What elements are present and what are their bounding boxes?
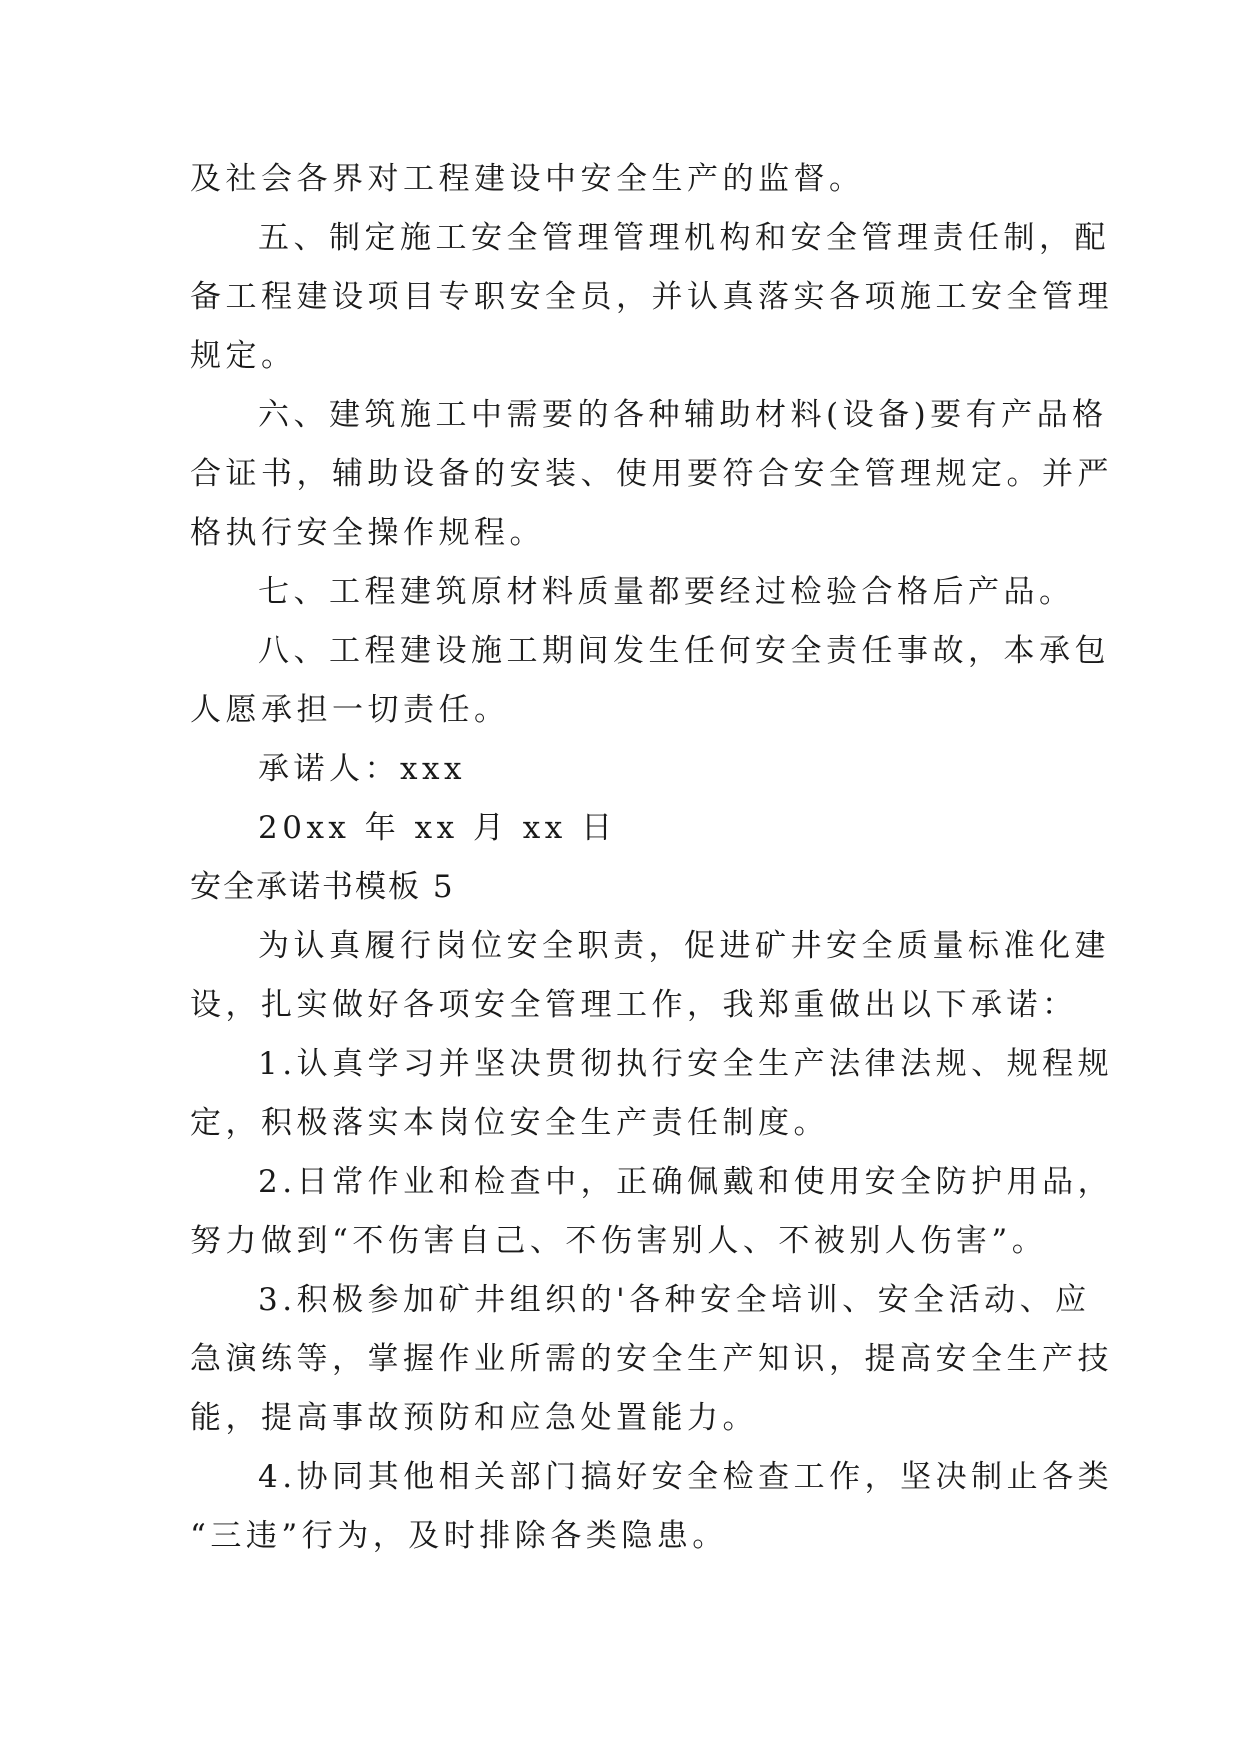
intro-line: 为认真履行岗位安全职责，促进矿井安全质量标准化建 — [258, 928, 1110, 964]
item-two-line: 2.日常作业和检查中，正确佩戴和使用安全防护用品， — [258, 1164, 1114, 1200]
item-three-line: 3.积极参加矿井组织的'各种安全培训、安全活动、应 — [258, 1282, 1091, 1318]
text-line: 备工程建设项目专职安全员，并认真落实各项施工安全管理 — [190, 279, 1113, 315]
item-four-line: 4.协同其他相关部门搞好安全检查工作，坚决制止各类 — [258, 1459, 1114, 1495]
date-line: 20xx 年 xx 月 xx 日 — [258, 810, 617, 846]
clause-eight-line: 八、工程建设施工期间发生任何安全责任事故，本承包 — [258, 633, 1110, 669]
text-line: 及社会各界对工程建设中安全生产的监督。 — [190, 161, 865, 197]
section-heading: 安全承诺书模板 5 — [190, 869, 455, 905]
text-line: 人愿承担一切责任。 — [190, 692, 510, 728]
clause-seven-line: 七、工程建筑原材料质量都要经过检验合格后产品。 — [258, 574, 1075, 610]
text-line: 格执行安全操作规程。 — [190, 515, 545, 551]
text-line: 急演练等，掌握作业所需的安全生产知识，提高安全生产技 — [190, 1341, 1113, 1377]
text-line: 定，积极落实本岗位安全生产责任制度。 — [190, 1105, 829, 1141]
text-line: 合证书，辅助设备的安装、使用要符合安全管理规定。并严 — [190, 456, 1113, 492]
text-line: 努力做到“不伤害自己、不伤害别人、不被别人伤害”。 — [190, 1223, 1048, 1259]
signatory-line: 承诺人：xxx — [258, 751, 466, 787]
text-line: 规定。 — [190, 338, 297, 374]
text-line: 能，提高事故预防和应急处置能力。 — [190, 1400, 758, 1436]
text-line: 设，扎实做好各项安全管理工作，我郑重做出以下承诺： — [190, 987, 1078, 1023]
document-body — [190, 150, 1114, 1566]
text-line: “三违”行为，及时排除各类隐患。 — [190, 1518, 728, 1554]
item-one-line: 1.认真学习并坚决贯彻执行安全生产法律法规、规程规 — [258, 1046, 1114, 1082]
clause-five-line: 五、制定施工安全管理管理机构和安全管理责任制，配 — [258, 220, 1110, 256]
clause-six-line: 六、建筑施工中需要的各种辅助材料(设备)要有产品格 — [258, 397, 1108, 433]
